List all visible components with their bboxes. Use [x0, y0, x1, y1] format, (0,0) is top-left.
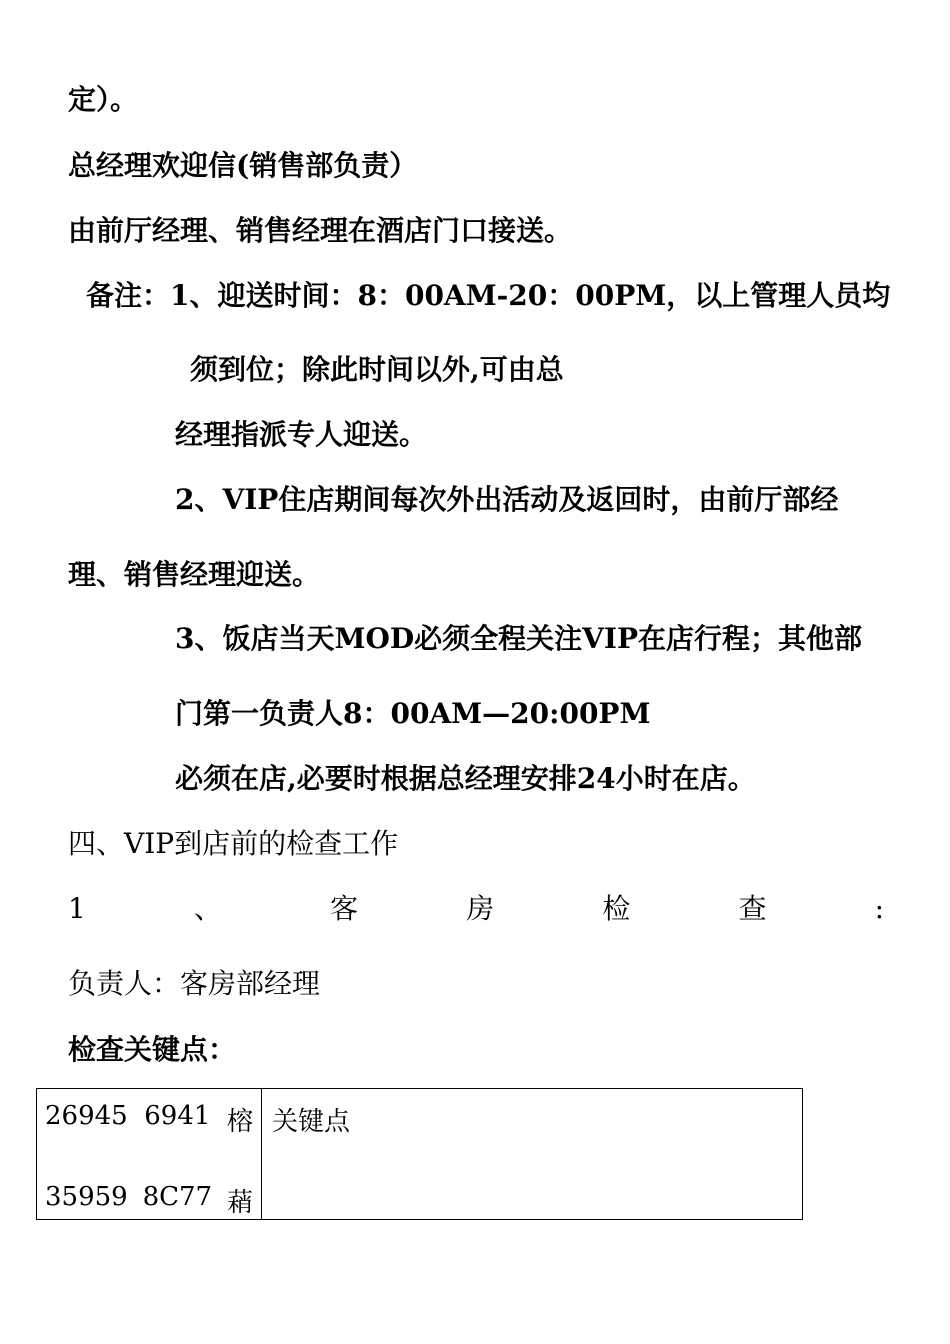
text-line-1: 定）。: [68, 83, 139, 116]
remark-item-3: 3、饭店当天MOD必须全程关注VIP在店行程；其他部: [175, 622, 863, 655]
room-check-char: 客: [330, 892, 359, 925]
code-value: 35959: [45, 1182, 128, 1212]
code-row-2: [37, 1182, 261, 1219]
responsible-person: 负责人：客房部经理: [68, 967, 321, 1000]
room-check-char: 、: [193, 892, 222, 925]
room-check-char: 1: [68, 892, 86, 925]
remark-line-1: 备注：1、迎送时间：8：00AM-20：00PM，以上管理人员均: [86, 279, 891, 312]
room-check-char: :: [874, 892, 884, 925]
remark-item-3-cont-2: 必须在店,必要时根据总经理安排24小时在店。: [175, 762, 756, 795]
code-value: 6941: [144, 1101, 211, 1131]
room-check-char: 房: [466, 892, 495, 925]
table-cell-codes: [37, 1089, 262, 1220]
code-row-1: [37, 1101, 261, 1138]
table-cell-keypoints: [262, 1089, 803, 1220]
checkpoint-heading: 检查关键点：: [68, 1033, 237, 1066]
code-char: 榕: [226, 1107, 253, 1137]
checkpoint-table: [36, 1088, 803, 1220]
remark-line-2: 须到位；除此时间以外,可由总: [190, 353, 564, 386]
remark-item-2-cont: 理、销售经理迎送。: [68, 558, 321, 591]
code-value: 26945: [45, 1101, 128, 1131]
text-line-2: 总经理欢迎信(销售部负责）: [68, 149, 418, 182]
keypoint-label: 关键点: [272, 1107, 351, 1137]
table-row: [37, 1089, 803, 1220]
code-value: 8C77: [142, 1182, 213, 1212]
room-check-heading: [68, 892, 884, 925]
room-check-char: 检: [602, 892, 631, 925]
remark-line-3: 经理指派专人迎送。: [175, 418, 428, 451]
room-check-char: 查: [738, 892, 767, 925]
code-char: 蕱: [226, 1188, 253, 1218]
section-heading-4: 四、VIP到店前的检查工作: [68, 827, 399, 860]
remark-item-3-cont: 门第一负责人8：00AM—20:00PM: [175, 697, 651, 730]
text-line-3: 由前厅经理、销售经理在酒店门口接送。: [68, 214, 573, 247]
remark-item-2: 2、VIP住店期间每次外出活动及返回时，由前厅部经: [175, 483, 839, 516]
